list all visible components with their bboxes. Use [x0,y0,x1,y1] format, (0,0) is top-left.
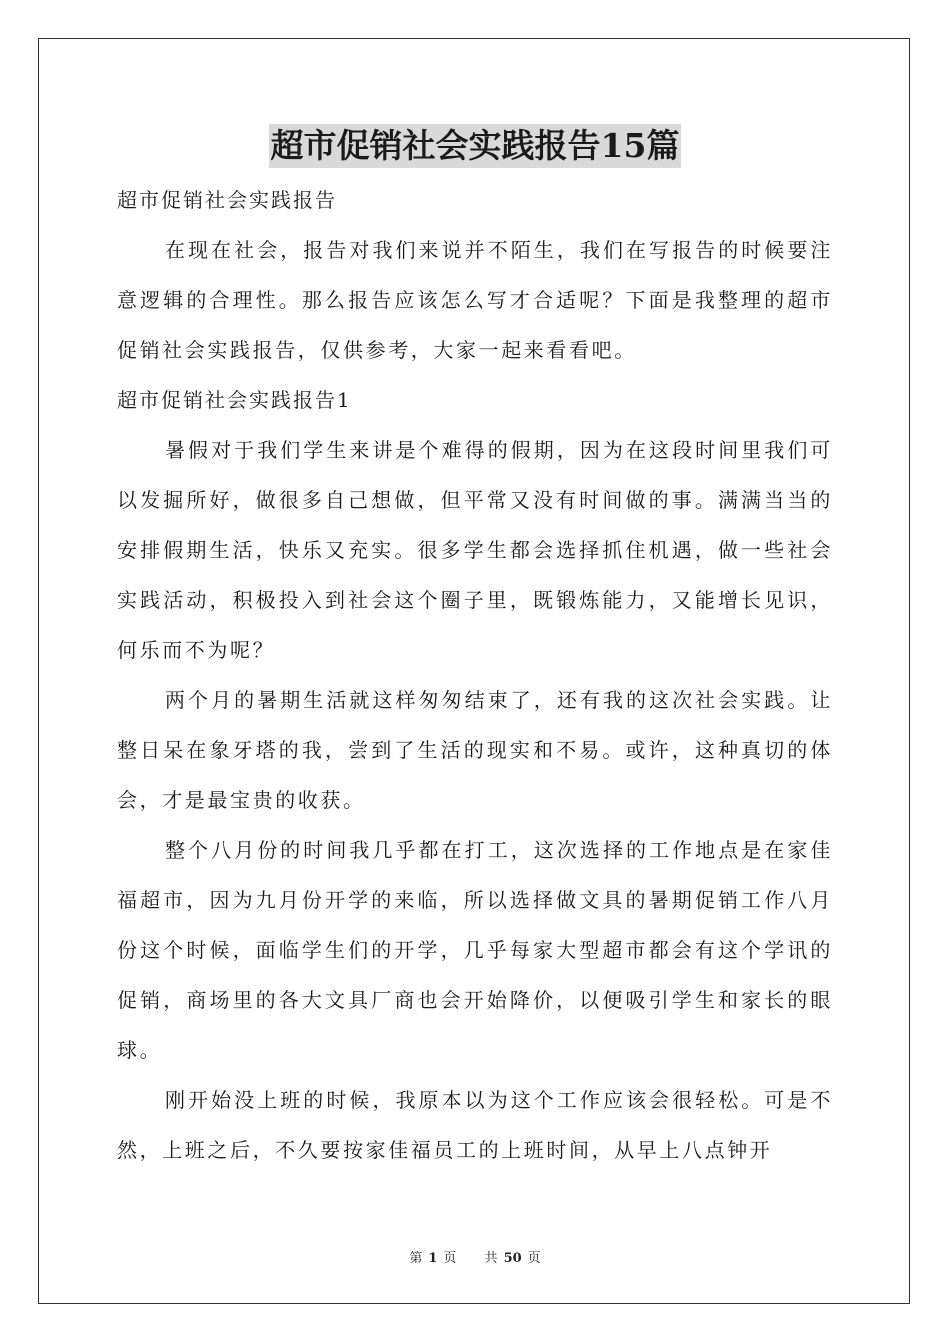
total-suffix: 页 [527,1251,541,1266]
body-paragraph: 刚开始没上班的时候，我原本以为这个工作应该会很轻松。可是不然，上班之后，不久要按家佳福员工的上班时间，从早上八点钟开 [117,1088,833,1162]
body-paragraph: 两个月的暑期生活就这样匆匆结束了，还有我的这次社会实践。让整日呆在象牙塔的我，尝到了生活的现实和不易。或许，这种真切的体会，才是最宝贵的收获。 [117,688,833,812]
page-number [403,1251,462,1266]
page-total [479,1251,547,1266]
body-paragraph: 整个八月份的时间我几乎都在打工，这次选择的工作地点是在家佳福超市，因为九月份开学的来临，所以选择做文具的暑期促销工作八月份这个时候，面临学生们的开学，几乎每家大型超市都会有这个学讯的促销，商场里的各大文具厂商也会开始降价，以便吸引学生和家长的眼球。 [117,838,833,1062]
section-heading: 超市促销社会实践报告1 [117,388,352,412]
page-footer [0,1247,950,1266]
title-container [0,124,950,168]
body-paragraph: 暑假对于我们学生来讲是个难得的假期，因为在这段时间里我们可以发掘所好，做很多自己想做，但平常又没有时间做的事。满满当当的安排假期生活，快乐又充实。很多学生都会选择抓住机遇，做一些社会实践活动，积极投入到社会这个圈子里，既锻炼能力，又能增长见识，何乐而不为呢？ [117,438,833,662]
page-suffix: 页 [443,1251,457,1266]
current-page: 1 [428,1251,438,1266]
intro-paragraph: 在现在社会，报告对我们来说并不陌生，我们在写报告的时候要注意逻辑的合理性。那么报告应该怎么写才合适呢？下面是我整理的超市促销社会实践报告，仅供参考，大家一起来看看吧。 [117,238,833,362]
page-prefix: 第 [409,1251,423,1266]
total-pages: 50 [503,1251,522,1266]
total-prefix: 共 [484,1251,498,1266]
main-heading: 超市促销社会实践报告 [117,188,337,212]
document-body [117,175,833,1175]
document-title: 超市促销社会实践报告15篇 [269,124,682,168]
